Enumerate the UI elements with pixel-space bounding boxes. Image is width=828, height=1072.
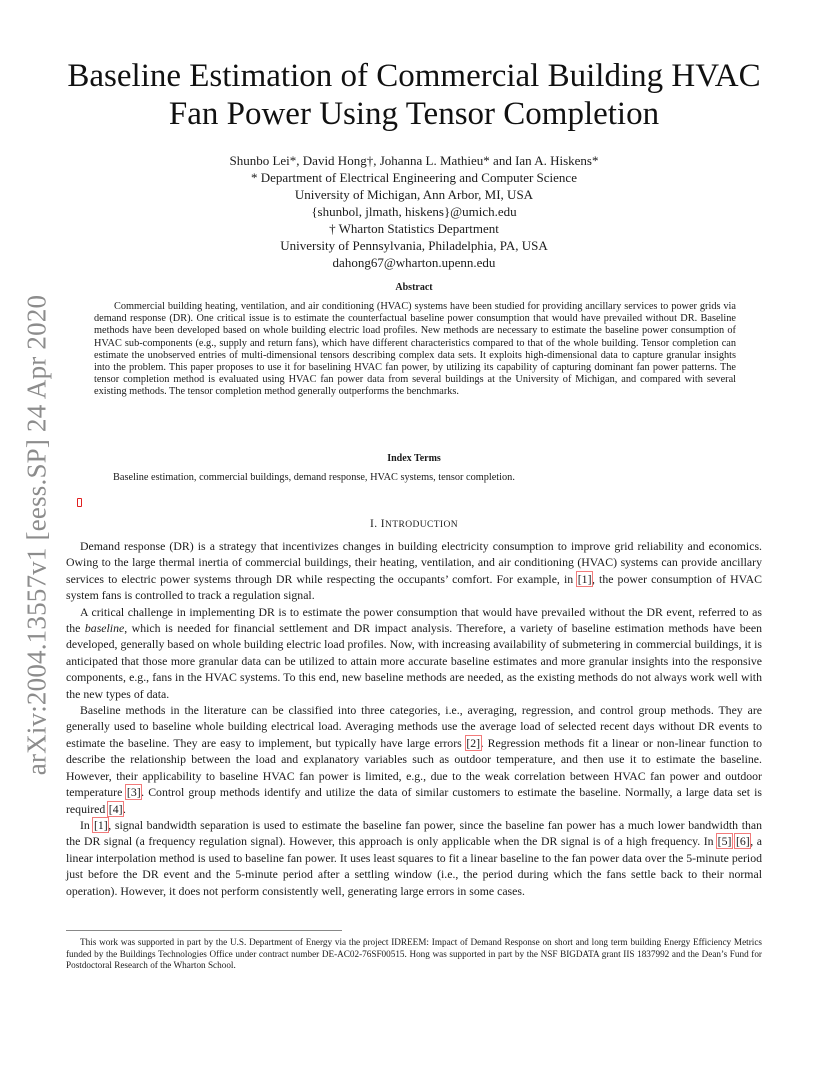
arxiv-identifier: arXiv:2004.13557v1 [eess.SP] 24 Apr 2020 xyxy=(21,294,52,776)
affiliation-1-email: {shunbol, jlmath, hiskens}@umich.edu xyxy=(311,204,517,219)
paragraph-text: . Regression methods fit a linear or non-linear function to describe the relationship between the load and explanatory variables such as outdoor temperature, and then use it to estimate the baseline. However, their applicability to baseline HVAC fan power is limited, e.g., due to the weak correlation between HVAC fan power and outdoor temperature xyxy=(66,735,763,800)
paragraph-text: , a linear interpolation method is used to baseline fan power. It uses least squares to fit a linear baseline to the fan power data over the 5-minute period just before the DR event and the 5-minute period after a settling window (i.e., the period during which the fans settle back to their normal operation). However, it does not perform consistently well, generating large errors in some cases. xyxy=(66,834,763,898)
citation-link[interactable]: [6] xyxy=(735,834,750,849)
affiliation-2-email: dahong67@wharton.upenn.edu xyxy=(332,255,496,270)
index-terms-text: Baseline estimation, commercial buildings, demand response, HVAC systems, tensor completion. xyxy=(113,472,515,483)
paragraph-text: . Control group methods identify and utilize the data of similar customers to estimate the baseline. Normally, a large data set is required xyxy=(66,785,762,816)
abstract-heading: Abstract xyxy=(395,282,433,293)
section-number: I. xyxy=(369,518,378,530)
emphasis-text: baseline xyxy=(84,621,125,636)
author-names: Shunbo Lei*, David Hong†, Johanna L. Mathieu* and Ian A. Hiskens* xyxy=(229,153,599,168)
introduction-body xyxy=(66,538,762,899)
citation-link[interactable]: [2] xyxy=(466,735,481,750)
paper-title xyxy=(60,57,768,133)
author-block xyxy=(150,152,678,271)
paragraph-4 xyxy=(66,817,762,899)
title-line-2: Fan Power Using Tensor Completion xyxy=(168,96,660,132)
paragraph-text: . xyxy=(123,801,126,816)
affiliation-1-university: University of Michigan, Ann Arbor, MI, USA xyxy=(294,187,534,202)
paragraph-text: Demand response (DR) is a strategy that incentivizes changes in building electricity consumption to improve grid reliability and economics. Owing to the large thermal inertia of commercial buildings, their heating, ventilation, and air conditioning (HVAC) systems can provide ancillary services to electric power systems through DR while respecting the occupants’ comfort. For example, in xyxy=(66,539,762,586)
citation-link[interactable]: [1] xyxy=(577,571,592,586)
citation-link[interactable]: [3] xyxy=(126,785,141,800)
citation-link[interactable]: [5] xyxy=(717,834,732,849)
paragraph-2 xyxy=(66,604,762,702)
paragraph-3 xyxy=(66,702,762,817)
index-terms-heading: Index Terms xyxy=(387,453,441,464)
annotation-marker xyxy=(77,498,82,507)
paragraph-text: A critical challenge in implementing DR is to estimate the power consumption that would have prevailed without the DR event, referred to as the xyxy=(66,604,762,636)
footnote-rule xyxy=(66,930,342,931)
paragraph-text: Baseline methods in the literature can be classified into three categories, i.e., averaging, regression, and control group methods. They are generally used to baseline whole building electrical load. Averaging methods use the average load of selected recent days without DR events to estimate the baseline. They are easy to implement, but typically have large errors xyxy=(66,703,762,750)
funding-footnote: This work was supported in part by the U.S. Department of Energy via the project IDREEM: Impact of Demand Response on short and long term building Energy Efficiency Metrics funded by the Buildings Technologies Office under contract number DE-AC02-76SF00515. Hong was supported in part by the NSF BIGDATA grant IIS 1837992 and the Dean’s Fund for Postdoctoral Research of the Wharton School. xyxy=(66,937,762,971)
affiliation-2-department: † Wharton Statistics Department xyxy=(329,221,499,236)
citation-link[interactable]: [4] xyxy=(108,801,123,816)
citation-link[interactable]: [1] xyxy=(93,817,108,832)
abstract-text: Commercial building heating, ventilation, and air conditioning (HVAC) systems have been studied for providing ancillary services to power grids via demand response (DR). One critical issue is to estimate the counterfactual baseline power consumption that would have prevailed without DR. Baseline methods have been developed based on whole building electric load profiles. New methods are necessary to estimate the baseline power consumption of HVAC sub-components (e.g., supply and return fans), which have different characteristics compared to that of the whole building. Tensor completion can estimate the unobserved entries of multi-dimensional tensors describing complex data sets. It exploits high-dimensional data to capture granular insights into the problem. This paper proposes to use it for baselining HVAC fan power, by utilizing its capability of capturing dominant fan power patterns. The tensor completion method is evaluated using HVAC fan power data from several buildings at the University of Michigan, and compared with several existing methods. The tensor completion method generally outperforms the benchmarks. xyxy=(94,301,736,398)
affiliation-2-university: University of Pennsylvania, Philadelphia, PA, USA xyxy=(280,238,548,253)
paragraph-text: , which is needed for financial settlement and DR impact analysis. Therefore, a variety of baseline estimation methods have been developed, generally based on whole building electric load profiles. Now, with increasing availability of submetering in commercial buildings, it is anticipated that those more granular data can be utilized to attain more accurate baseline estimates and more granular insights into the responsive components, e.g., fans in the HVAC systems. To this end, new baseline methods are needed, as the existing methods do not always work well with the new types of data. xyxy=(66,621,762,701)
affiliation-1-department: * Department of Electrical Engineering and Computer Science xyxy=(251,170,577,185)
paragraph-1 xyxy=(66,538,762,604)
paragraph-text: In xyxy=(80,817,94,832)
title-line-1: Baseline Estimation of Commercial Building HVAC xyxy=(67,58,761,94)
section-title-initial: I xyxy=(380,518,385,530)
paragraph-text: , the power consumption of HVAC system fans is controlled to track a regulation signal. xyxy=(66,571,762,603)
section-title-rest: NTRODUCTION xyxy=(385,520,459,530)
paragraph-text: , signal bandwidth separation is used to estimate the baseline fan power, since the baseline fan power has a much lower bandwidth than the DR signal (a frequency regulation signal). However, this approach is only applicable when the DR signal is of a high frequency. In xyxy=(66,817,762,849)
section-heading xyxy=(0,518,828,530)
